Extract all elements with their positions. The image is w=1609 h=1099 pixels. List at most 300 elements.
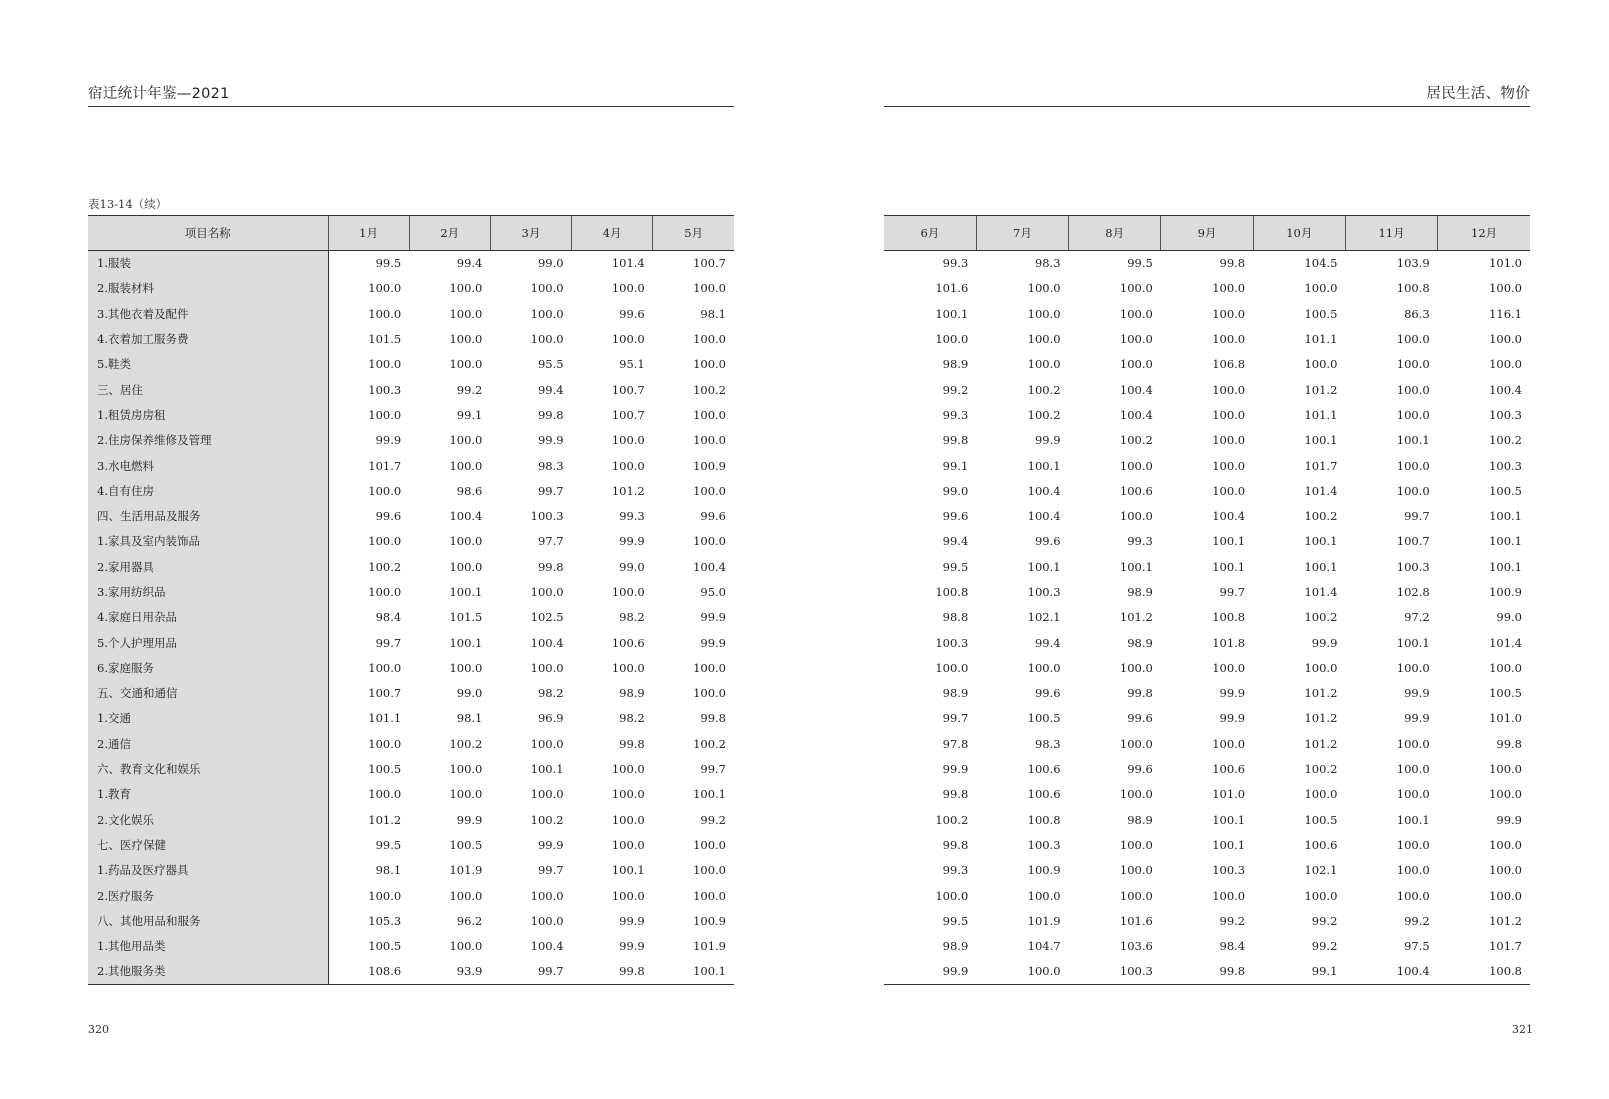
index-value-cell: 100.3 [1489,407,1522,422]
column-header-month: 10月 [1253,216,1345,251]
index-value-cell: 100.0 [1489,863,1522,878]
index-value-cell: 100.1 [1212,559,1246,574]
row-item-name: 5.鞋类 [88,352,328,377]
index-value-cell: 99.9 [456,812,483,827]
row-item-name: 四、生活用品及服务 [88,503,328,528]
index-value-cell: 100.0 [1396,458,1430,473]
index-value-cell: 100.8 [1396,281,1430,296]
index-value-cell: 100.1 [1489,559,1522,574]
index-value-cell: 100.0 [1027,306,1061,321]
table-row [88,908,734,933]
index-value-cell: 100.6 [1212,762,1246,777]
index-value-cell: 99.9 [700,610,726,625]
index-value-cell: 100.4 [1489,382,1522,397]
index-value-cell: 101.1 [1304,407,1338,422]
index-value-cell: 99.0 [537,256,564,271]
index-value-cell: 100.5 [1304,306,1338,321]
index-value-cell: 100.3 [1027,585,1061,599]
row-item-name: 三、居住 [88,377,328,402]
index-value-cell: 100.0 [693,357,726,372]
index-value-cell: 100.2 [1027,382,1061,397]
row-item-name: 6.家庭服务 [88,655,328,680]
index-value-cell: 100.0 [1119,458,1153,473]
row-item-name: 2.家用器具 [88,554,328,579]
index-value-cell: 100.0 [1212,483,1246,498]
index-value-cell: 100.5 [1489,686,1522,701]
index-value-cell: 98.9 [1127,812,1153,827]
index-value-cell: 98.9 [1127,635,1153,650]
index-value-cell: 99.6 [1034,686,1061,701]
index-value-cell: 100.0 [530,913,564,928]
index-value-cell: 100.0 [1489,332,1522,347]
table-row [884,731,1530,756]
index-value-cell: 100.0 [693,660,726,675]
row-item-name: 4.自有住房 [88,478,328,503]
index-value-cell: 100.3 [1489,458,1522,473]
index-value-cell: 100.1 [1304,559,1338,574]
index-value-cell: 100.0 [530,888,564,903]
index-value-cell: 99.4 [537,382,564,397]
index-value-cell: 100.0 [1489,762,1522,777]
index-value-cell: 99.8 [572,959,653,984]
index-value-cell: 100.2 [368,559,402,574]
column-header-month: 4月 [572,216,653,251]
index-value-cell: 100.4 [1212,509,1246,524]
index-value-cell: 100.0 [1212,888,1246,903]
table-row [884,832,1530,857]
index-value-cell: 100.2 [693,382,726,397]
table-row [88,959,734,984]
row-item-name: 2.其他服务类 [88,959,328,984]
index-value-cell: 101.2 [368,812,402,827]
index-value-cell: 100.3 [530,509,564,524]
index-value-cell: 99.9 [700,635,726,650]
index-value-cell: 99.8 [1161,959,1253,984]
table-row [88,402,734,427]
price-index-table-right [884,215,1530,985]
index-value-cell: 100.0 [1027,281,1061,296]
table-row [884,352,1530,377]
index-value-cell: 100.0 [693,483,726,498]
index-value-cell: 95.5 [537,357,564,372]
column-header-month: 2月 [409,216,490,251]
row-item-name: 3.水电燃料 [88,453,328,478]
table-row [88,605,734,630]
index-value-cell: 101.7 [1489,939,1522,954]
index-value-cell: 100.0 [1304,357,1338,372]
table-row [884,503,1530,528]
page-number: 321 [1512,1023,1533,1036]
table-row [884,655,1530,680]
index-value-cell: 100.0 [368,585,402,599]
index-value-cell: 100.1 [1304,534,1338,549]
index-value-cell: 100.0 [530,306,564,321]
index-value-cell: 99.8 [942,837,969,852]
index-value-cell: 99.5 [375,256,402,271]
index-value-cell: 99.3 [619,509,645,524]
index-value-cell: 99.5 [942,913,969,928]
table-row [88,453,734,478]
index-value-cell: 101.4 [1304,585,1338,599]
table-row [88,832,734,857]
table-row [88,883,734,908]
index-value-cell: 100.0 [611,458,645,473]
table-row [884,630,1530,655]
column-header-month: 7月 [976,216,1068,251]
index-value-cell: 100.0 [1489,888,1522,903]
table-row [884,377,1530,402]
index-value-cell: 99.7 [700,762,726,777]
index-value-cell: 100.0 [693,863,726,878]
row-item-name: 1.药品及医疗器具 [88,858,328,883]
index-value-cell: 100.0 [693,686,726,701]
index-value-cell: 101.2 [1304,686,1338,701]
index-value-cell: 100.5 [368,762,402,777]
index-value-cell: 101.2 [1304,711,1338,726]
column-header-month: 6月 [884,216,976,251]
index-value-cell: 100.0 [1212,306,1246,321]
row-item-name: 八、其他用品和服务 [88,908,328,933]
index-value-cell: 101.1 [1304,332,1338,347]
index-value-cell: 99.6 [1034,534,1061,549]
index-value-cell: 100.0 [976,959,1068,984]
index-value-cell: 100.0 [368,281,402,296]
index-value-cell: 99.9 [1034,433,1061,448]
index-value-cell: 100.0 [611,837,645,852]
index-value-cell: 99.8 [537,407,564,422]
index-value-cell: 100.0 [935,660,969,675]
index-value-cell: 98.4 [375,610,402,625]
index-value-cell: 100.0 [368,357,402,372]
column-header-month: 5月 [653,216,734,251]
row-item-name: 七、医疗保健 [88,832,328,857]
table-row [884,326,1530,351]
table-row [88,301,734,326]
index-value-cell: 100.0 [1304,888,1338,903]
index-value-cell: 98.1 [375,863,402,878]
column-header-month: 12月 [1438,216,1530,251]
index-value-cell: 104.7 [1027,939,1061,954]
index-value-cell: 102.8 [1396,585,1430,599]
index-value-cell: 100.0 [1396,762,1430,777]
index-value-cell: 100.0 [1212,382,1246,397]
index-value-cell: 99.2 [456,382,483,397]
index-value-cell: 100.0 [1119,837,1153,852]
index-value-cell: 100.0 [693,888,726,903]
table-row [88,579,734,604]
index-value-cell: 98.9 [942,357,969,372]
index-value-cell: 101.0 [1489,256,1522,271]
column-header-month: 1月 [328,216,409,251]
index-value-cell: 100.0 [693,534,726,549]
index-value-cell: 101.8 [1212,635,1246,650]
index-value-cell: 100.0 [1119,357,1153,372]
table-row [88,706,734,731]
index-value-cell: 96.2 [456,913,483,928]
index-value-cell: 100.6 [1027,787,1061,802]
table-row [88,756,734,781]
table-row [88,251,734,276]
index-value-cell: 100.0 [1396,787,1430,802]
table-caption: 表13-14（续） [88,197,168,211]
row-item-name: 2.文化娱乐 [88,807,328,832]
index-value-cell: 100.0 [693,332,726,347]
index-value-cell: 100.0 [449,433,483,448]
index-value-cell: 99.8 [619,736,645,751]
running-title: 居民生活、物价 [884,84,1530,107]
index-value-cell: 100.0 [449,458,483,473]
index-value-cell: 99.1 [456,407,483,422]
index-value-cell: 100.5 [449,837,483,852]
table-row [884,908,1530,933]
index-value-cell: 100.0 [368,660,402,675]
index-value-cell: 99.0 [456,686,483,701]
index-value-cell: 100.7 [1396,534,1430,549]
index-value-cell: 101.2 [1489,913,1522,928]
table-row [88,326,734,351]
index-value-cell: 101.0 [1489,711,1522,726]
index-value-cell: 100.0 [368,306,402,321]
index-value-cell: 100.0 [1396,863,1430,878]
index-value-cell: 99.9 [619,913,645,928]
index-value-cell: 102.1 [1304,863,1338,878]
index-value-cell: 99.4 [942,534,969,549]
column-header-month: 11月 [1345,216,1437,251]
row-item-name: 2.服装材料 [88,276,328,301]
index-value-cell: 99.8 [537,559,564,574]
index-value-cell: 99.7 [942,711,969,726]
index-value-cell: 99.8 [942,433,969,448]
row-item-name: 六、教育文化和娱乐 [88,756,328,781]
index-value-cell: 100.9 [693,458,726,473]
index-value-cell: 100.0 [1396,382,1430,397]
index-value-cell: 99.6 [619,306,645,321]
index-value-cell: 101.2 [1119,610,1153,625]
index-value-cell: 100.0 [693,837,726,852]
index-value-cell: 100.3 [1069,959,1161,984]
table-row [88,478,734,503]
index-value-cell: 99.7 [1219,585,1246,599]
index-value-cell: 100.4 [1119,382,1153,397]
index-value-cell: 100.0 [1212,660,1246,675]
index-value-cell: 100.1 [530,762,564,777]
index-value-cell: 100.0 [1304,281,1338,296]
index-value-cell: 100.0 [449,762,483,777]
index-value-cell: 100.0 [1396,736,1430,751]
index-value-cell: 100.0 [368,483,402,498]
index-value-cell: 100.0 [368,888,402,903]
table-row [884,934,1530,959]
index-value-cell: 99.9 [619,534,645,549]
index-value-cell: 100.4 [530,939,564,954]
index-value-cell: 99.6 [942,509,969,524]
index-value-cell: 100.9 [693,913,726,928]
index-value-cell: 99.5 [1127,256,1153,271]
index-value-cell: 100.1 [1119,559,1153,574]
index-value-cell: 100.6 [1304,837,1338,852]
index-value-cell: 98.3 [1034,256,1061,271]
index-value-cell: 98.1 [456,711,483,726]
index-value-cell: 101.4 [1489,635,1522,650]
index-value-cell: 100.0 [611,281,645,296]
index-value-cell: 100.2 [1489,433,1522,448]
index-value-cell: 99.1 [1253,959,1345,984]
index-value-cell: 99.4 [456,256,483,271]
row-item-name: 1.租赁房房租 [88,402,328,427]
row-item-name: 4.衣着加工服务费 [88,326,328,351]
index-value-cell: 100.1 [653,959,734,984]
index-value-cell: 100.0 [449,787,483,802]
index-value-cell: 100.0 [449,888,483,903]
index-value-cell: 99.2 [1404,913,1430,928]
index-value-cell: 100.3 [368,382,402,397]
index-value-cell: 100.1 [693,787,726,802]
table-row [88,934,734,959]
index-value-cell: 99.8 [700,711,726,726]
index-value-cell: 98.4 [1219,939,1246,954]
index-value-cell: 100.0 [1119,281,1153,296]
index-value-cell: 101.9 [449,863,483,878]
index-value-cell: 100.0 [611,787,645,802]
table-row [884,301,1530,326]
row-item-name: 2.住房保养维修及管理 [88,428,328,453]
table-row [88,377,734,402]
table-row [88,782,734,807]
index-value-cell: 100.6 [611,635,645,650]
index-value-cell: 99.3 [942,407,969,422]
table-row [884,428,1530,453]
index-value-cell: 100.1 [935,306,969,321]
index-value-cell: 100.0 [1027,332,1061,347]
index-value-cell: 100.7 [611,407,645,422]
table-row [88,554,734,579]
table-row [88,529,734,554]
index-value-cell: 95.1 [619,357,645,372]
index-value-cell: 99.9 [1219,686,1246,701]
index-value-cell: 100.0 [530,660,564,675]
table-row [884,276,1530,301]
index-value-cell: 100.7 [693,256,726,271]
index-value-cell: 100.0 [611,433,645,448]
index-value-cell: 100.2 [935,812,969,827]
index-value-cell: 100.0 [1304,787,1338,802]
index-value-cell: 100.0 [449,357,483,372]
index-value-cell: 100.2 [1304,762,1338,777]
index-value-cell: 96.9 [537,711,564,726]
table-row [88,276,734,301]
index-value-cell: 100.0 [1304,660,1338,675]
index-value-cell: 100.1 [449,635,483,650]
index-value-cell: 100.2 [449,736,483,751]
index-value-cell: 99.2 [1219,913,1246,928]
index-value-cell: 99.8 [1219,256,1246,271]
index-value-cell: 99.0 [619,559,645,574]
index-value-cell: 100.0 [1489,281,1522,296]
index-value-cell: 101.4 [1304,483,1338,498]
index-value-cell: 100.0 [1396,332,1430,347]
index-value-cell: 100.0 [693,433,726,448]
index-value-cell: 100.0 [1489,357,1522,372]
index-value-cell: 100.0 [530,585,564,599]
index-value-cell: 99.9 [942,762,969,777]
index-value-cell: 100.0 [611,660,645,675]
index-value-cell: 100.0 [693,407,726,422]
index-value-cell: 102.1 [1027,610,1061,625]
index-value-cell: 99.7 [537,483,564,498]
index-value-cell: 99.8 [1496,736,1522,751]
index-value-cell: 100.1 [1027,458,1061,473]
row-item-name: 1.服装 [88,251,328,276]
row-item-name: 1.家具及室内装饰品 [88,529,328,554]
index-value-cell: 100.0 [1119,888,1153,903]
table-row [884,251,1530,276]
index-value-cell: 99.2 [942,382,969,397]
table-row [884,579,1530,604]
index-value-cell: 100.3 [1212,863,1246,878]
index-value-cell: 100.0 [611,812,645,827]
index-value-cell: 101.6 [935,281,969,296]
index-value-cell: 103.9 [1396,256,1430,271]
index-value-cell: 98.6 [456,483,483,498]
index-value-cell: 100.2 [1304,610,1338,625]
index-value-cell: 100.0 [449,281,483,296]
index-value-cell: 97.7 [537,534,564,549]
table-row [884,402,1530,427]
index-value-cell: 100.0 [368,407,402,422]
index-value-cell: 100.4 [530,635,564,650]
index-value-cell: 100.0 [1396,660,1430,675]
index-value-cell: 100.0 [1027,357,1061,372]
index-value-cell: 101.7 [368,458,402,473]
index-value-cell: 99.6 [1127,762,1153,777]
index-value-cell: 100.0 [449,939,483,954]
row-item-name: 1.其他用品类 [88,934,328,959]
column-header-month: 3月 [490,216,571,251]
index-value-cell: 100.6 [1027,762,1061,777]
index-value-cell: 100.1 [1212,534,1246,549]
index-value-cell: 100.4 [1119,407,1153,422]
index-value-cell: 99.9 [1311,635,1338,650]
index-value-cell: 100.0 [530,332,564,347]
index-value-cell: 100.0 [1212,458,1246,473]
index-value-cell: 100.0 [611,888,645,903]
index-value-cell: 99.8 [1127,686,1153,701]
index-value-cell: 99.1 [942,458,969,473]
index-value-cell: 100.3 [1027,837,1061,852]
index-value-cell: 100.8 [935,585,969,599]
index-value-cell: 100.2 [1304,509,1338,524]
index-value-cell: 99.9 [537,837,564,852]
table-row [884,681,1530,706]
table-row [884,478,1530,503]
index-value-cell: 98.2 [537,686,564,701]
index-value-cell: 100.9 [1027,863,1061,878]
row-item-name: 3.其他衣着及配件 [88,301,328,326]
index-value-cell: 98.9 [942,686,969,701]
table-row [884,959,1530,984]
row-item-name: 3.家用纺织品 [88,579,328,604]
index-value-cell: 100.0 [611,585,645,599]
table-row [88,858,734,883]
index-value-cell: 100.8 [1027,812,1061,827]
index-value-cell: 100.0 [1396,357,1430,372]
table-row [884,883,1530,908]
index-value-cell: 93.9 [409,959,490,984]
index-value-cell: 98.3 [1034,736,1061,751]
index-value-cell: 100.1 [1396,812,1430,827]
index-value-cell: 100.2 [693,736,726,751]
index-value-cell: 101.9 [693,939,726,954]
